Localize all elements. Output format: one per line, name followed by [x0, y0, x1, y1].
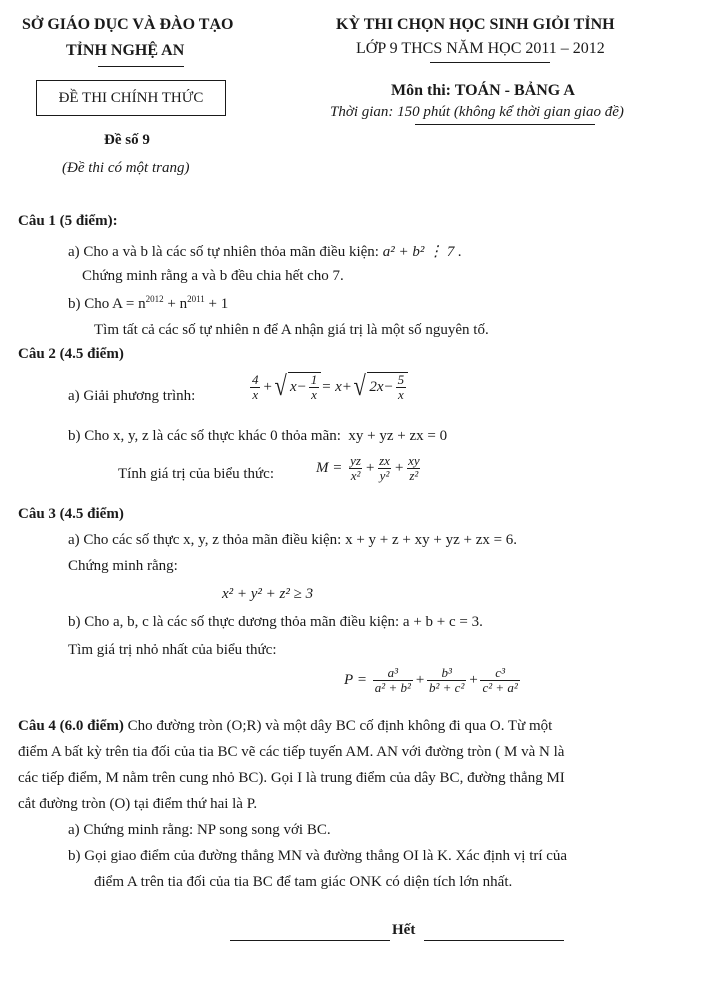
- exam-year: LỚP 9 THCS NĂM HỌC 2011 – 2012: [356, 40, 605, 57]
- q1b-text2: Tìm tất cả các số tự nhiên n để A nhận giá trị là một số nguyên tố.: [94, 322, 489, 338]
- official-exam-box: [36, 80, 226, 116]
- q3-title: Câu 3 (4.5 điểm): [18, 506, 124, 522]
- q2b-text: [68, 428, 447, 445]
- official-exam-label: ĐỀ THI CHÍNH THỨC: [58, 89, 204, 106]
- q1b-prefix: b) Cho A = n: [68, 296, 146, 312]
- time-underline: [415, 124, 595, 125]
- q2a-equation: $\frac{4}{x}$ + √ x− $\frac{1}{x}$ = x+ √ 2x− $\frac{5}{x}$: [248, 372, 408, 403]
- q1a-formula: a² + b² ⋮ 7 .: [382, 244, 462, 260]
- exam-title: KỲ THI CHỌN HỌC SINH GIỎI TỈNH: [336, 16, 615, 33]
- end-mark: Hết: [392, 922, 416, 938]
- footer-line-left: [230, 940, 390, 941]
- q1a-text2: Chứng minh rằng a và b đều chia hết cho 7.: [82, 268, 344, 284]
- q1b-mid: + n: [163, 296, 188, 312]
- q4-line3: các tiếp điểm, M nằm trên cung nhỏ BC). Gọi I là trung điểm của dây BC, đường thẳng MI: [18, 770, 565, 786]
- q2a-text: a) Giải phương trình:: [68, 388, 196, 404]
- q1b-exp2: 2011: [187, 294, 205, 304]
- q4-title: Câu 4 (6.0 điểm): [18, 718, 124, 734]
- year-underline: [430, 62, 550, 63]
- q1b-end: + 1: [204, 296, 229, 312]
- q2b-statement: b) Cho x, y, z là các số thực khác 0 thỏa mãn:: [68, 428, 341, 444]
- q1a-text: [68, 242, 462, 261]
- exam-time: Thời gian: 150 phút (không kể thời gian giao đề): [330, 104, 624, 120]
- q2b-condition: xy + yz + zx = 0: [348, 428, 448, 444]
- q3a-text: a) Cho các số thực x, y, z thỏa mãn điều kiện: x + y + z + xy + yz + zx = 6.: [68, 532, 518, 548]
- province-name: TỈNH NGHỆ AN: [66, 42, 185, 59]
- q4b-text2: điểm A trên tia đối của tia BC để tam giác ONK có diện tích lớn nhất.: [94, 874, 513, 890]
- q4-line2: điểm A bất kỳ trên tia đối của tia BC vẽ các tiếp tuyến AM. AN với đường tròn ( M và N là: [18, 744, 565, 760]
- q3b-expression: P = $\frac{\text{a³}}{\text{a² + b²}}$ + $\frac{\text{b³}}{\text{b² + c²}}$ + $\frac{\text{c³}}{\text{c² + a²}}$: [344, 665, 518, 696]
- q4-line1: [18, 718, 552, 735]
- q4-line4: cắt đường tròn (O) tại điểm thứ hai là P.: [18, 796, 258, 812]
- q2-title: Câu 2 (4.5 điểm): [18, 346, 124, 362]
- q1b-exp1: 2012: [145, 294, 164, 304]
- q2b-text2: Tính giá trị của biểu thức:: [118, 466, 274, 482]
- subject: Môn thi: TOÁN - BẢNG A: [391, 82, 575, 99]
- department-name: SỞ GIÁO DỤC VÀ ĐÀO TẠO: [22, 16, 234, 33]
- province-underline: [98, 66, 184, 67]
- q2b-expression: M = $\frac{yz}{\text{x²}}$ + $\frac{zx}{\text{y²}}$ + $\frac{xy}{\text{z²}}$: [316, 453, 420, 484]
- q3b-text: b) Cho a, b, c là các số thực dương thỏa mãn điều kiện: a + b + c = 3.: [68, 614, 483, 630]
- q1a-statement: a) Cho a và b là các số tự nhiên thỏa mãn điều kiện:: [68, 244, 379, 260]
- page-note: (Đề thi có một trang): [62, 160, 190, 176]
- q1-title: Câu 1 (5 điểm):: [18, 213, 118, 229]
- q4a-text: a) Chứng minh rằng: NP song song với BC.: [68, 822, 331, 838]
- exam-number: Đề số 9: [104, 132, 150, 148]
- q1b-text: [68, 294, 228, 313]
- q3a-formula: x² + y² + z² ≥ 3: [222, 586, 314, 602]
- q3b-text2: Tìm giá trị nhỏ nhất của biểu thức:: [68, 642, 277, 658]
- q4b-text: b) Gọi giao điểm của đường thẳng MN và đường thẳng OI là K. Xác định vị trí của: [68, 848, 568, 864]
- footer-line-right: [424, 940, 564, 941]
- q4-text1: Cho đường tròn (O;R) và một dây BC cố định không đi qua O. Từ một: [123, 718, 553, 734]
- q3a-text2: Chứng minh rằng:: [68, 558, 178, 574]
